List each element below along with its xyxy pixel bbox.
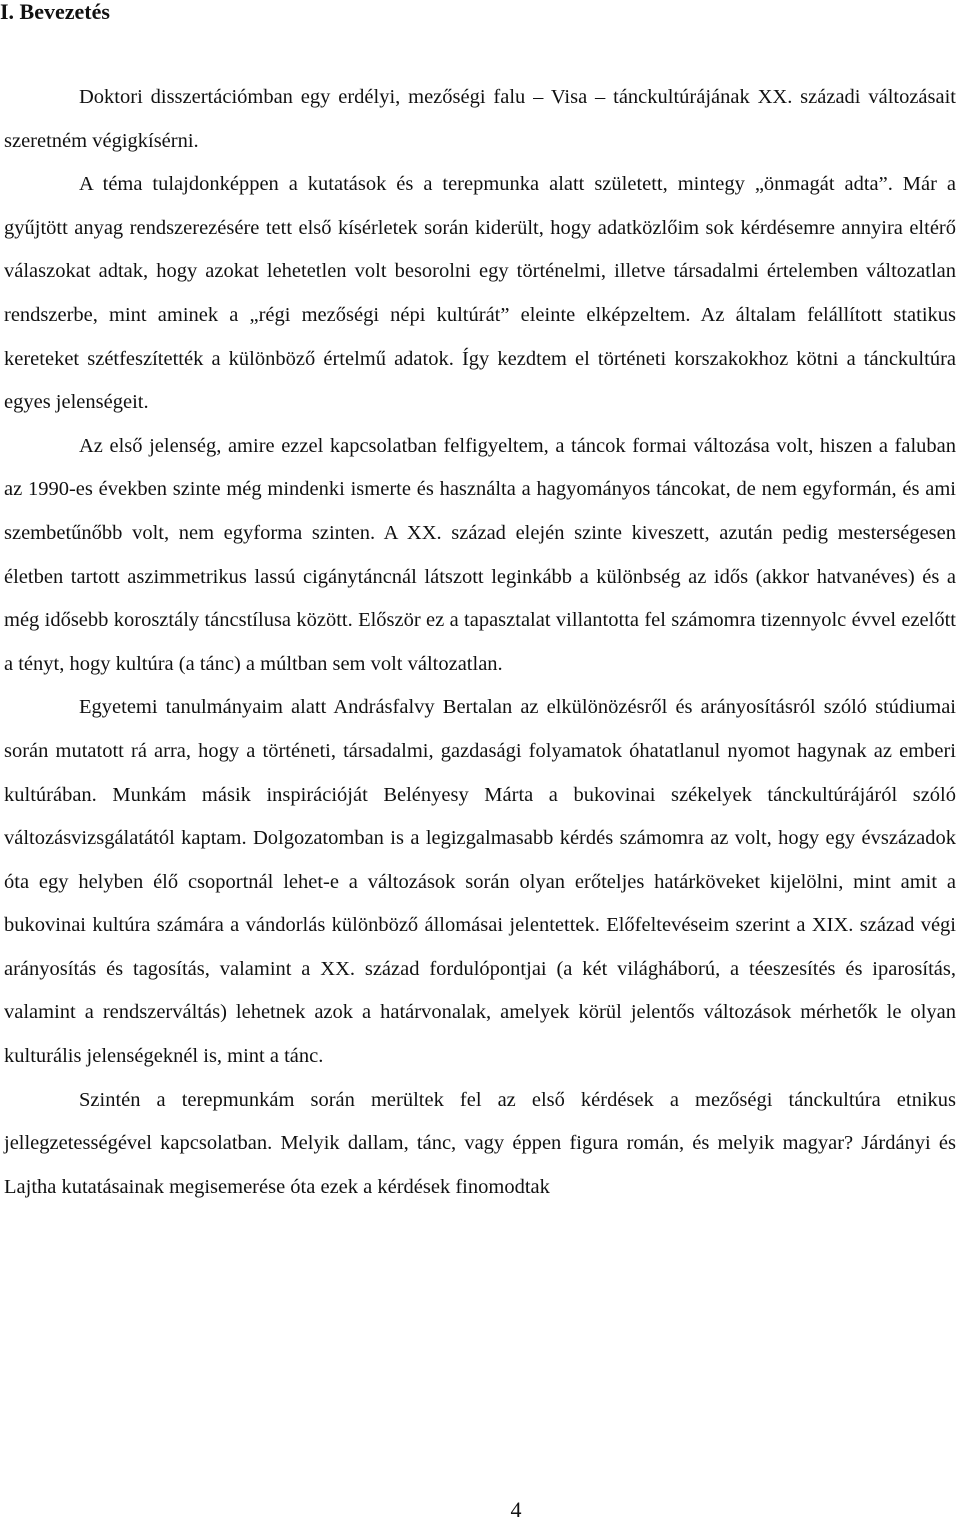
body-text: [4, 76, 956, 1209]
paragraph-4: Egyetemi tanulmányaim alatt Andrásfalvy Bertalan az elkülönözésről és arányosításról szóló stúdiumai során mutatott rá arra, hogy a történeti, társadalmi, gazdasági folyamatok óhatatlanul nyomot hagynak az emberi kultúrában. Munkám másik inspirációját Belényesy Márta a bukovinai székelyek tánckultúrájáról szóló változásvizsgálatától kaptam. Dolgozatomban is a legizgalmasabb kérdés számomra az volt, hogy egy évszázadok óta egy helyben élő csoportnál lehet-e a változások során olyan erőteljes határköveket kijelölni, mint amit a bukovinai kultúra számára a vándorlás különböző állomásai jelentettek. Előfeltevéseim szerint a XIX. század végi arányosítás és tagosítás, valamint a XX. század fordulópontjai (a két világháború, a téeszesítés és iparosítás, valamint a rendszerváltás) lehetnek azok a határvonalak, amelyek körül jelentős változások mérhetők le olyan kulturális jelenségeknél is, mint a tánc.: [4, 696, 956, 1068]
section-heading: I. Bevezetés: [0, 0, 110, 24]
page-number: 4: [510, 1497, 522, 1522]
paragraph-5: Szintén a terepmunkám során merültek fel az első kérdések a mezőségi tánckultúra etnikus jellegzetességével kapcsolatban. Melyik dallam, tánc, vagy éppen figura román, és melyik magyar? Járdányi és Lajtha kutatásainak megisemerése óta ezek a kérdések finomodtak: [4, 1088, 956, 1198]
paragraph-3: Az első jelenség, amire ezzel kapcsolatban felfigyeltem, a táncok formai változása volt, hiszen a faluban az 1990-es években szinte még mindenki ismerte és használta a hagyományos táncokat, de nem egyformán, és ami szembetűnőbb volt, nem egyforma szinten. A XX. század elején szinte kiveszett, azután pedig mesterségesen életben tartott aszimmetrikus lassú cigánytáncnál látszott leginkább a különbség az idős (akkor hatvanéves) és a még idősebb korosztály táncstílusa között. Először ez a tapasztalat villantotta fel számomra tizennyolc évvel ezelőtt a tényt, hogy kultúra (a tánc) a múltban sem volt változatlan.: [4, 434, 956, 675]
paragraph-1: Doktori disszertációmban egy erdélyi, mezőségi falu – Visa – tánckultúrájának XX. századi változásait szeretném végigkísérni.: [4, 86, 956, 152]
paragraph-2: A téma tulajdonképpen a kutatások és a terepmunka alatt született, mintegy „önmagát adta”. Már a gyűjtött anyag rendszerezésére tett első kísérletek során kiderült, hogy adatközlőim sok kérdésemre annyira eltérő válaszokat adtak, hogy azokat lehetetlen volt besorolni egy történelmi, illetve társadalmi értelemben változatlan rendszerbe, mint aminek a „régi mezőségi népi kultúrát” eleinte elképzeltem. Az általam felállított statikus kereteket szétfeszítették a különböző értelmű adatok. Így kezdtem el történeti korszakokhoz kötni a tánckultúra egyes jelenségeit.: [4, 173, 956, 414]
